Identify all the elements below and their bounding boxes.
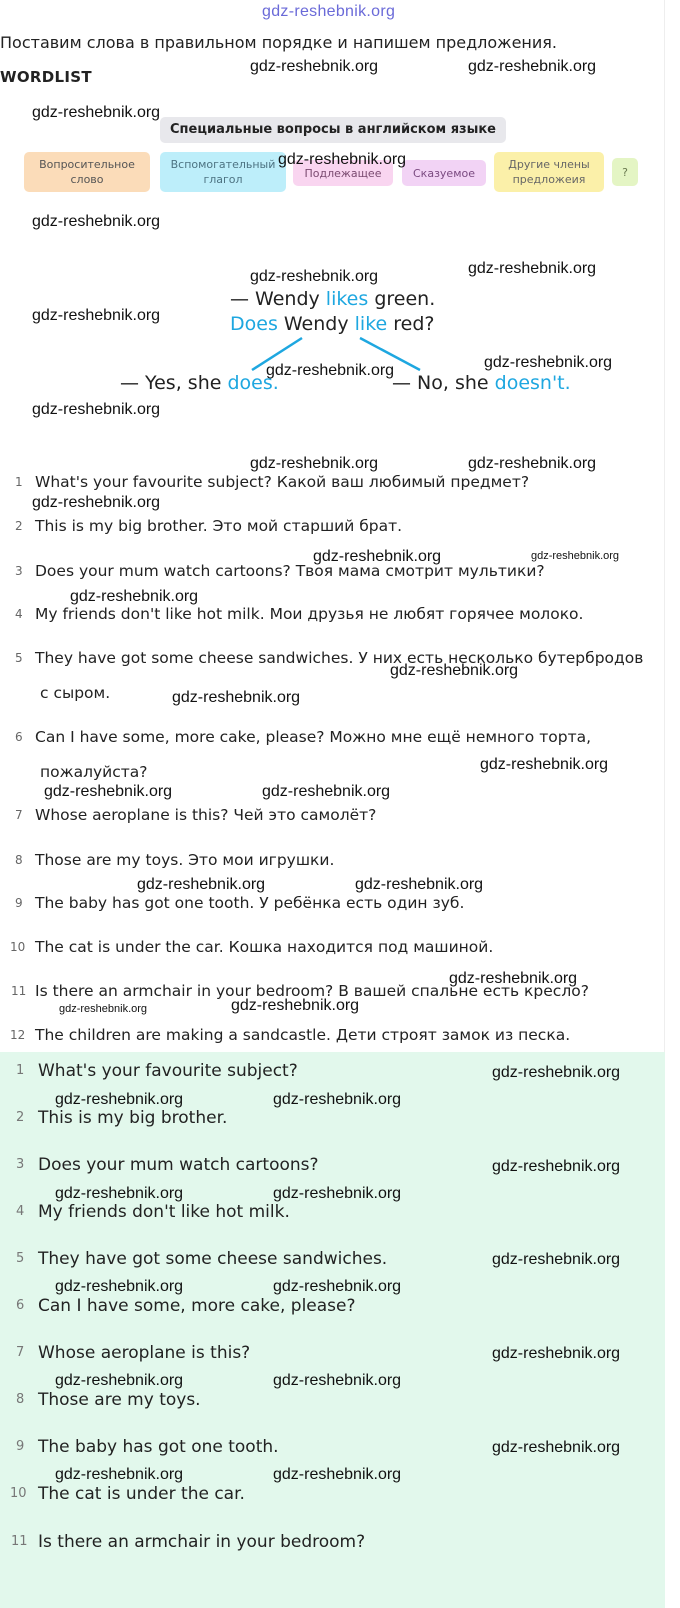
example-text: green.	[368, 288, 436, 310]
answer-number: 9	[16, 1439, 25, 1454]
item-number: 2	[15, 519, 23, 533]
watermark: gdz-reshebnik.org	[273, 1466, 402, 1483]
answer-number: 1	[16, 1063, 25, 1078]
item-number: 11	[11, 984, 27, 998]
box-auxiliary-verb: Вспомогательный глагол	[160, 152, 286, 192]
answer-number: 11	[11, 1534, 28, 1549]
item-number: 4	[15, 607, 23, 621]
example-text: — No, she	[392, 372, 495, 394]
answer-number: 7	[16, 1345, 25, 1360]
item-text: My friends don't like hot milk. Мои друзья не любят горячее молоко.	[35, 605, 584, 623]
example-highlight: doesn't.	[494, 372, 571, 394]
watermark: gdz-reshebnik.org	[273, 1278, 402, 1295]
item-text: They have got some cheese sandwiches. У них есть несколько бутербродов	[35, 649, 644, 667]
watermark: gdz-reshebnik.org	[468, 260, 597, 277]
watermark: gdz-reshebnik.org	[273, 1091, 402, 1108]
example-highlight: like	[354, 313, 388, 335]
item-text: The cat is under the car. Кошка находится под машиной.	[35, 938, 494, 956]
answer-number: 8	[16, 1392, 25, 1407]
answer-number: 5	[16, 1251, 25, 1266]
watermark: gdz-reshebnik.org	[32, 104, 161, 121]
item-number: 7	[15, 808, 23, 822]
watermark: gdz-reshebnik.org	[390, 662, 519, 679]
watermark: gdz-reshebnik.org	[59, 1003, 148, 1015]
page-edge	[664, 0, 665, 1052]
watermark: gdz-reshebnik.org	[492, 1251, 621, 1268]
example-text: Wendy	[277, 313, 355, 335]
item-text: What's your favourite subject? Какой ваш любимый предмет?	[35, 473, 530, 491]
box-subject: Подлежащее	[293, 160, 393, 186]
example-statement	[230, 288, 435, 310]
item-number: 5	[15, 651, 23, 665]
example-highlight: likes	[325, 288, 369, 310]
item-text: Whose aeroplane is this? Чей это самолёт?	[35, 806, 377, 824]
watermark: gdz-reshebnik.org	[468, 58, 597, 75]
answer-text: Does your mum watch cartoons?	[38, 1155, 319, 1175]
item-number: 8	[15, 853, 23, 867]
answer-number: 4	[16, 1204, 25, 1219]
watermark: gdz-reshebnik.org	[32, 307, 161, 324]
item-number: 9	[15, 896, 23, 910]
answer-text: The cat is under the car.	[38, 1484, 245, 1504]
watermark: gdz-reshebnik.org	[55, 1091, 184, 1108]
answer-number: 6	[16, 1298, 25, 1313]
answer-number: 3	[16, 1157, 25, 1172]
watermark: gdz-reshebnik.org	[492, 1064, 621, 1081]
item-text: Can I have some, more cake, please? Можно мне ещё немного торта,	[35, 728, 592, 746]
watermark: gdz-reshebnik.org	[44, 783, 173, 800]
answer-text: This is my big brother.	[38, 1108, 228, 1128]
example-answer-no	[392, 372, 571, 394]
watermark: gdz-reshebnik.org	[55, 1372, 184, 1389]
watermark: gdz-reshebnik.org	[32, 213, 161, 230]
example-question	[230, 313, 435, 335]
watermark: gdz-reshebnik.org	[32, 494, 161, 511]
answer-text: Is there an armchair in your bedroom?	[38, 1532, 366, 1552]
watermark: gdz-reshebnik.org	[449, 970, 578, 987]
watermark: gdz-reshebnik.org	[70, 588, 199, 605]
item-number: 6	[15, 730, 23, 744]
watermark: gdz-reshebnik.org	[492, 1345, 621, 1362]
answer-text: They have got some cheese sandwiches.	[38, 1249, 388, 1269]
example-highlight: does.	[227, 372, 279, 394]
answer-text: Those are my toys.	[38, 1390, 201, 1410]
box-other-members: Другие члены предложеия	[494, 152, 604, 192]
watermark: gdz-reshebnik.org	[32, 401, 161, 418]
box-predicate: Сказуемое	[402, 160, 486, 186]
watermark: gdz-reshebnik.org	[172, 689, 301, 706]
item-number: 10	[10, 940, 26, 954]
watermark: gdz-reshebnik.org	[273, 1185, 402, 1202]
watermark: gdz-reshebnik.org	[468, 455, 597, 472]
answer-number: 10	[10, 1486, 27, 1501]
watermark: gdz-reshebnik.org	[231, 997, 360, 1014]
answers-panel	[0, 1052, 665, 1608]
item-text: Does your mum watch cartoons? Твоя мама смотрит мультики?	[35, 562, 545, 580]
watermark: gdz-reshebnik.org	[531, 550, 620, 562]
watermark: gdz-reshebnik.org	[480, 756, 609, 773]
box-question-word: Вопросительное слово	[24, 152, 150, 192]
answer-text: Can I have some, more cake, please?	[38, 1296, 356, 1316]
task-instruction: Поставим слова в правильном порядке и напишем предложения.	[0, 33, 557, 52]
watermark: gdz-reshebnik.org	[484, 354, 613, 371]
item-number: 1	[15, 475, 23, 489]
answer-text: The baby has got one tooth.	[38, 1437, 279, 1457]
watermark: gdz-reshebnik.org	[250, 58, 379, 75]
diagram-title: Специальные вопросы в английском языке	[160, 117, 506, 143]
item-text: The baby has got one tooth. У ребёнка есть один зуб.	[35, 894, 465, 912]
item-text: This is my big brother. Это мой старший брат.	[35, 517, 403, 535]
watermark: gdz-reshebnik.org	[278, 151, 407, 168]
watermark: gdz-reshebnik.org	[273, 1372, 402, 1389]
watermark: gdz-reshebnik.org	[266, 362, 395, 379]
watermark: gdz-reshebnik.org	[55, 1185, 184, 1202]
item-text: The children are making a sandcastle. Дети строят замок из песка.	[35, 1026, 571, 1044]
answer-text: What's your favourite subject?	[38, 1061, 298, 1081]
watermark: gdz-reshebnik.org	[492, 1439, 621, 1456]
watermark: gdz-reshebnik.org	[250, 455, 379, 472]
answer-text: Whose aeroplane is this?	[38, 1343, 251, 1363]
item-number: 12	[10, 1028, 26, 1042]
watermark: gdz-reshebnik.org	[55, 1278, 184, 1295]
watermark: gdz-reshebnik.org	[250, 268, 379, 285]
watermark: gdz-reshebnik.org	[313, 548, 442, 565]
item-text-continued: с сыром.	[40, 684, 111, 702]
wordlist-heading[interactable]: WORDLIST	[0, 68, 92, 86]
site-logo[interactable]: gdz-reshebnik.org	[262, 3, 396, 20]
box-question-mark: ?	[612, 158, 638, 186]
item-text: Those are my toys. Это мои игрушки.	[35, 851, 335, 869]
watermark: gdz-reshebnik.org	[137, 876, 266, 893]
example-answer-yes	[120, 372, 279, 394]
watermark: gdz-reshebnik.org	[355, 876, 484, 893]
item-text-continued: пожалуйста?	[40, 763, 148, 781]
watermark: gdz-reshebnik.org	[55, 1466, 184, 1483]
example-text: — Yes, she	[120, 372, 228, 394]
watermark: gdz-reshebnik.org	[262, 783, 391, 800]
example-text: red?	[387, 313, 435, 335]
watermark: gdz-reshebnik.org	[492, 1158, 621, 1175]
example-text: — Wendy	[230, 288, 326, 310]
example-highlight: Does	[230, 313, 278, 335]
answer-number: 2	[16, 1110, 25, 1125]
item-text: Is there an armchair in your bedroom? В вашей спальне есть кресло?	[35, 982, 589, 1000]
answer-text: My friends don't like hot milk.	[38, 1202, 290, 1222]
item-number: 3	[15, 564, 23, 578]
